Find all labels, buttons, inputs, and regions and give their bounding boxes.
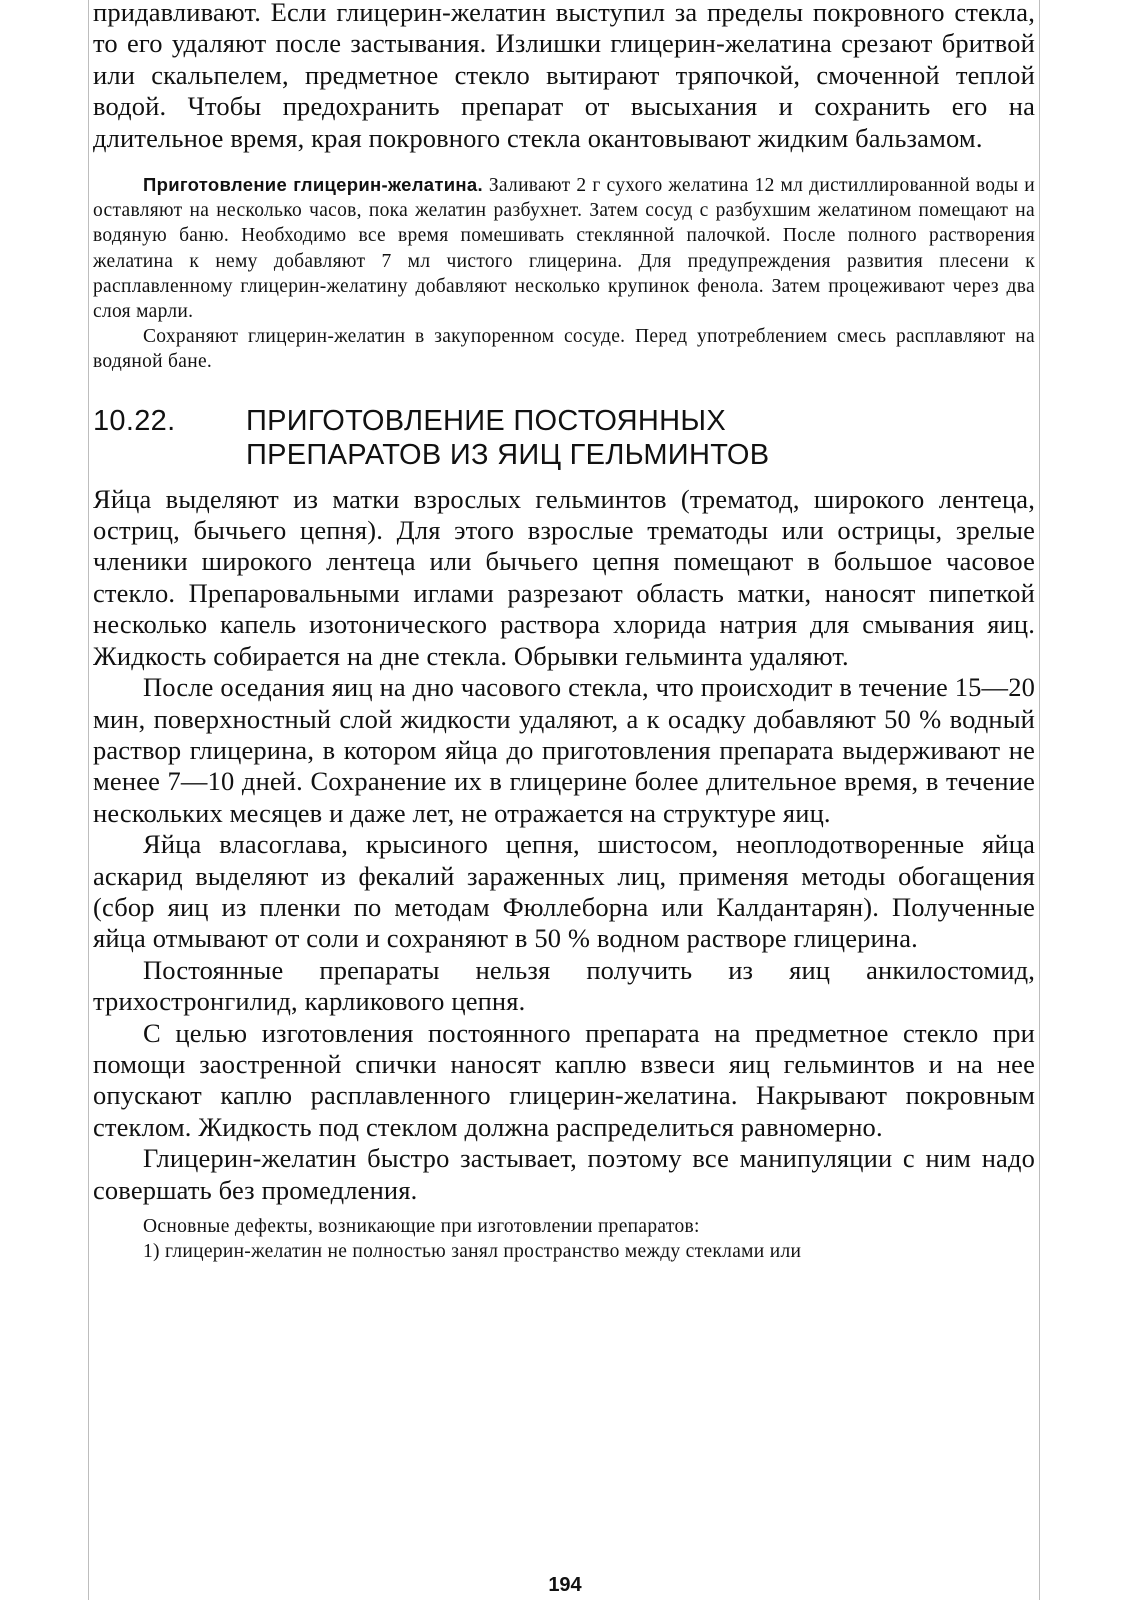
- top-paragraph: придавливают. Если глицерин-желатин выступил за пределы покровного стекла, то его удаляют после застывания. Излишки глицерин-желатина срезают бритвой или скальпелем, предметное стекло вытирают тряпочкой, смоченной теплой водой. Чтобы предохранить препарат от высыхания и сохранить его на длительное время, края покровного стекла окантовывают жидким бальзамом.: [93, 0, 1035, 153]
- defects-item-1: 1) глицерин-желатин не полностью занял пространство между стеклами или: [143, 1241, 802, 1263]
- prep-note-title: Приготовление глицерин-желатина.: [143, 174, 483, 196]
- defects-list: [93, 1214, 1035, 1264]
- prep-note-storage: Сохраняют глицерин-желатин в закупоренном сосуде. Перед употреблением смесь расплавляют на водяной бане.: [93, 326, 1035, 373]
- paragraph-6: Глицерин-желатин быстро застывает, поэтому все манипуляции с ним надо совершать без промедления.: [93, 1143, 1035, 1205]
- section-title-line-2: ПРЕПАРАТОВ ИЗ ЯИЦ ГЕЛЬМИНТОВ: [246, 438, 770, 471]
- section-title: [246, 404, 769, 472]
- paragraph-2: После оседания яиц на дно часового стекла, что происходит в течение 15—20 мин, поверхностный слой жидкости удаляют, а к осадку добавляют 50 % водный раствор глицерина, в котором яйца до приготовления препарата выдерживают не менее 7—10 дней. Сохранение их в глицерине более длительное время, в течение нескольких месяцев и даже лет, не отражается на структуре яиц.: [93, 672, 1035, 828]
- prep-note-text: Заливают 2 г сухого желатина 12 мл дистиллированной воды и оставляют на несколько часов, пока желатин разбухнет. Затем сосуд с разбухшим желатином помещают на водяную баню. Необходимо все время помешивать стеклянной палочкой. После полного растворения желатина к нему добавляют 7 мл чистого глицерина. Для предупреждения развития плесени к расплавленному глицерин-желатину добавляют несколько крупинок фенола. Затем процеживают через два слоя марли.: [93, 175, 1036, 323]
- paragraph-3: Яйца власоглава, крысиного цепня, шистосом, неоплодотворенные яйца аскарид выделяют из фекалий зараженных лиц, применяя методы обогащения (сбор яиц из пленки по методам Фюллеборна или Калдантарян). Полученные яйца отмывают от соли и сохраняют в 50 % водном растворе глицерина.: [93, 829, 1035, 954]
- section-number: 10.22.: [93, 404, 176, 437]
- defects-intro: Основные дефекты, возникающие при изготовлении препаратов:: [143, 1216, 700, 1237]
- section-heading: [93, 404, 1035, 472]
- paragraph-1: Яйца выделяют из матки взрослых гельминтов (трематод, широкого лентеца, остриц, бычьего цепня). Для этого взрослые трематоды или острицы, зрелые членики широкого лентеца или бычьего цепня помещают в большое часовое стекло. Препаровальными иглами разрезают область матки, наносят пипеткой несколько капель изотонического раствора хлорида натрия для смывания яиц. Жидкость собирается на дне стекла. Обрывки гельминта удаляют.: [93, 483, 1035, 671]
- paragraph-5: С целью изготовления постоянного препарата на предметное стекло при помощи заостренной спички наносят каплю взвеси яиц гельминтов и на нее опускают каплю расплавленного глицерин-желатина. Накрывают покровным стеклом. Жидкость под стеклом должна распределиться равномерно.: [93, 1017, 1035, 1142]
- prep-note-paragraph: [93, 172, 1035, 324]
- page-content: [93, 0, 1035, 1264]
- book-page: [88, 0, 1040, 1600]
- paragraph-4: Постоянные препараты нельзя получить из яиц анкилостомид, трихостронгилид, карликового цепня.: [93, 954, 1035, 1017]
- section-title-line-1: ПРИГОТОВЛЕНИЕ ПОСТОЯННЫХ: [246, 404, 726, 437]
- prep-note: [93, 172, 1035, 375]
- page-number: 194: [548, 1574, 582, 1596]
